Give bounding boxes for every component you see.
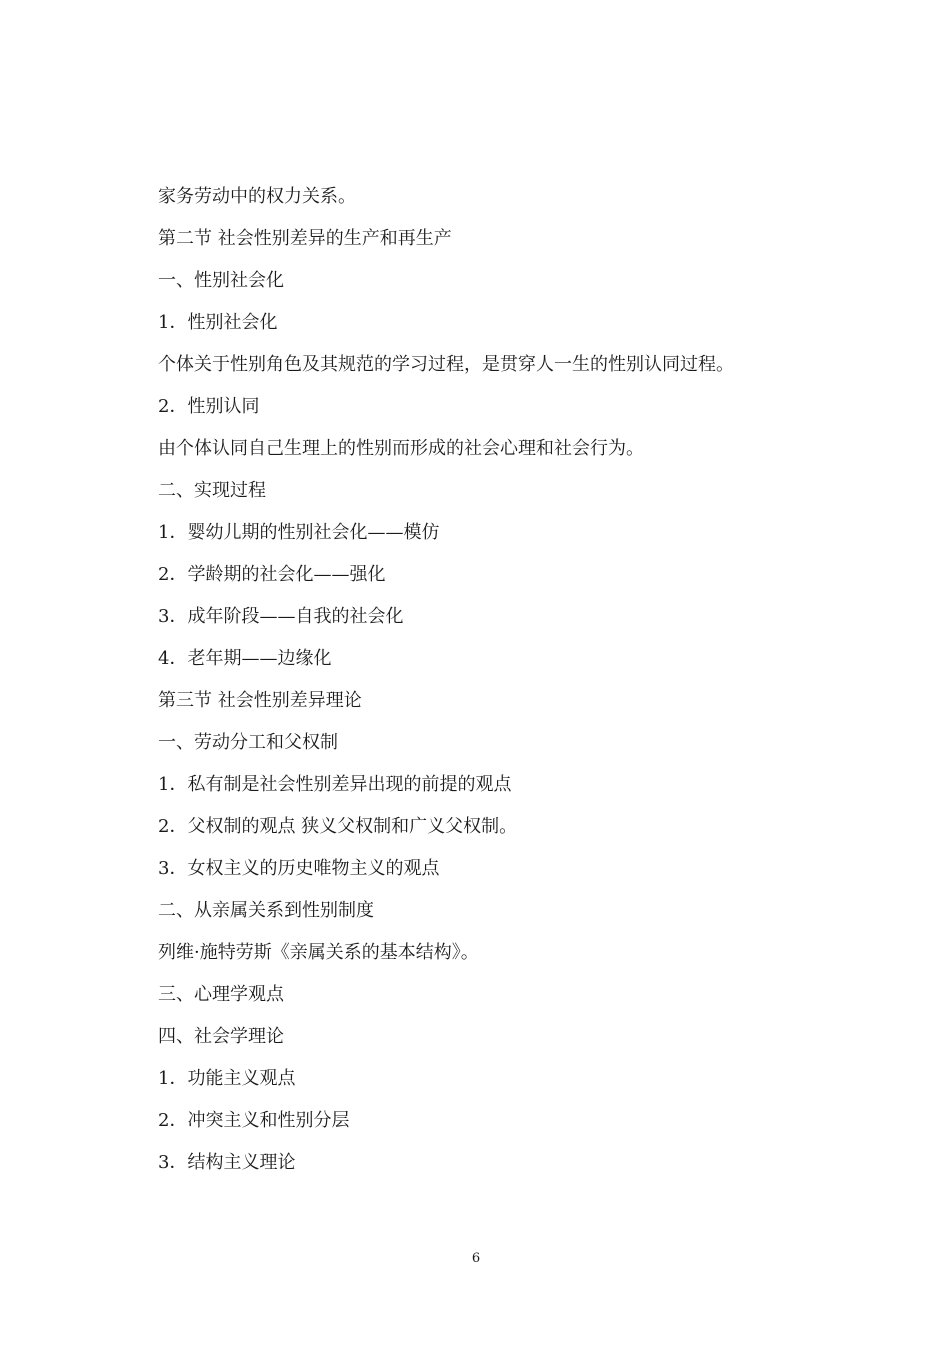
text-line: 由个体认同自己生理上的性别而形成的社会心理和社会行为。 — [158, 438, 644, 459]
list-item: 1．婴幼儿期的性别社会化——模仿 — [158, 522, 440, 543]
text-line: 列维·施特劳斯《亲属关系的基本结构》。 — [158, 942, 479, 963]
list-item: 3．结构主义理论 — [158, 1152, 296, 1173]
list-item: 1．私有制是社会性别差异出现的前提的观点 — [158, 774, 512, 795]
page-number: 6 — [471, 1251, 481, 1266]
document-body — [158, 182, 818, 1190]
subsection-heading: 三、心理学观点 — [158, 984, 284, 1005]
list-item: 2．学龄期的社会化——强化 — [158, 564, 386, 585]
section-heading: 第三节 社会性别差异理论 — [158, 690, 362, 711]
list-item: 2．性别认同 — [158, 396, 260, 417]
list-item: 2．冲突主义和性别分层 — [158, 1110, 350, 1131]
text-line: 家务劳动中的权力关系。 — [158, 186, 356, 207]
list-item: 1．功能主义观点 — [158, 1068, 296, 1089]
text-line: 个体关于性别角色及其规范的学习过程，是贯穿人一生的性别认同过程。 — [158, 354, 734, 375]
list-item: 3．女权主义的历史唯物主义的观点 — [158, 858, 440, 879]
subsection-heading: 二、从亲属关系到性别制度 — [158, 900, 374, 921]
list-item: 2．父权制的观点 狭义父权制和广义父权制。 — [158, 816, 518, 837]
subsection-heading: 四、社会学理论 — [158, 1026, 284, 1047]
subsection-heading: 二、实现过程 — [158, 480, 266, 501]
subsection-heading: 一、性别社会化 — [158, 270, 284, 291]
list-item: 4．老年期——边缘化 — [158, 648, 332, 669]
list-item: 3．成年阶段——自我的社会化 — [158, 606, 404, 627]
subsection-heading: 一、劳动分工和父权制 — [158, 732, 338, 753]
section-heading: 第二节 社会性别差异的生产和再生产 — [158, 228, 452, 249]
list-item: 1．性别社会化 — [158, 312, 278, 333]
